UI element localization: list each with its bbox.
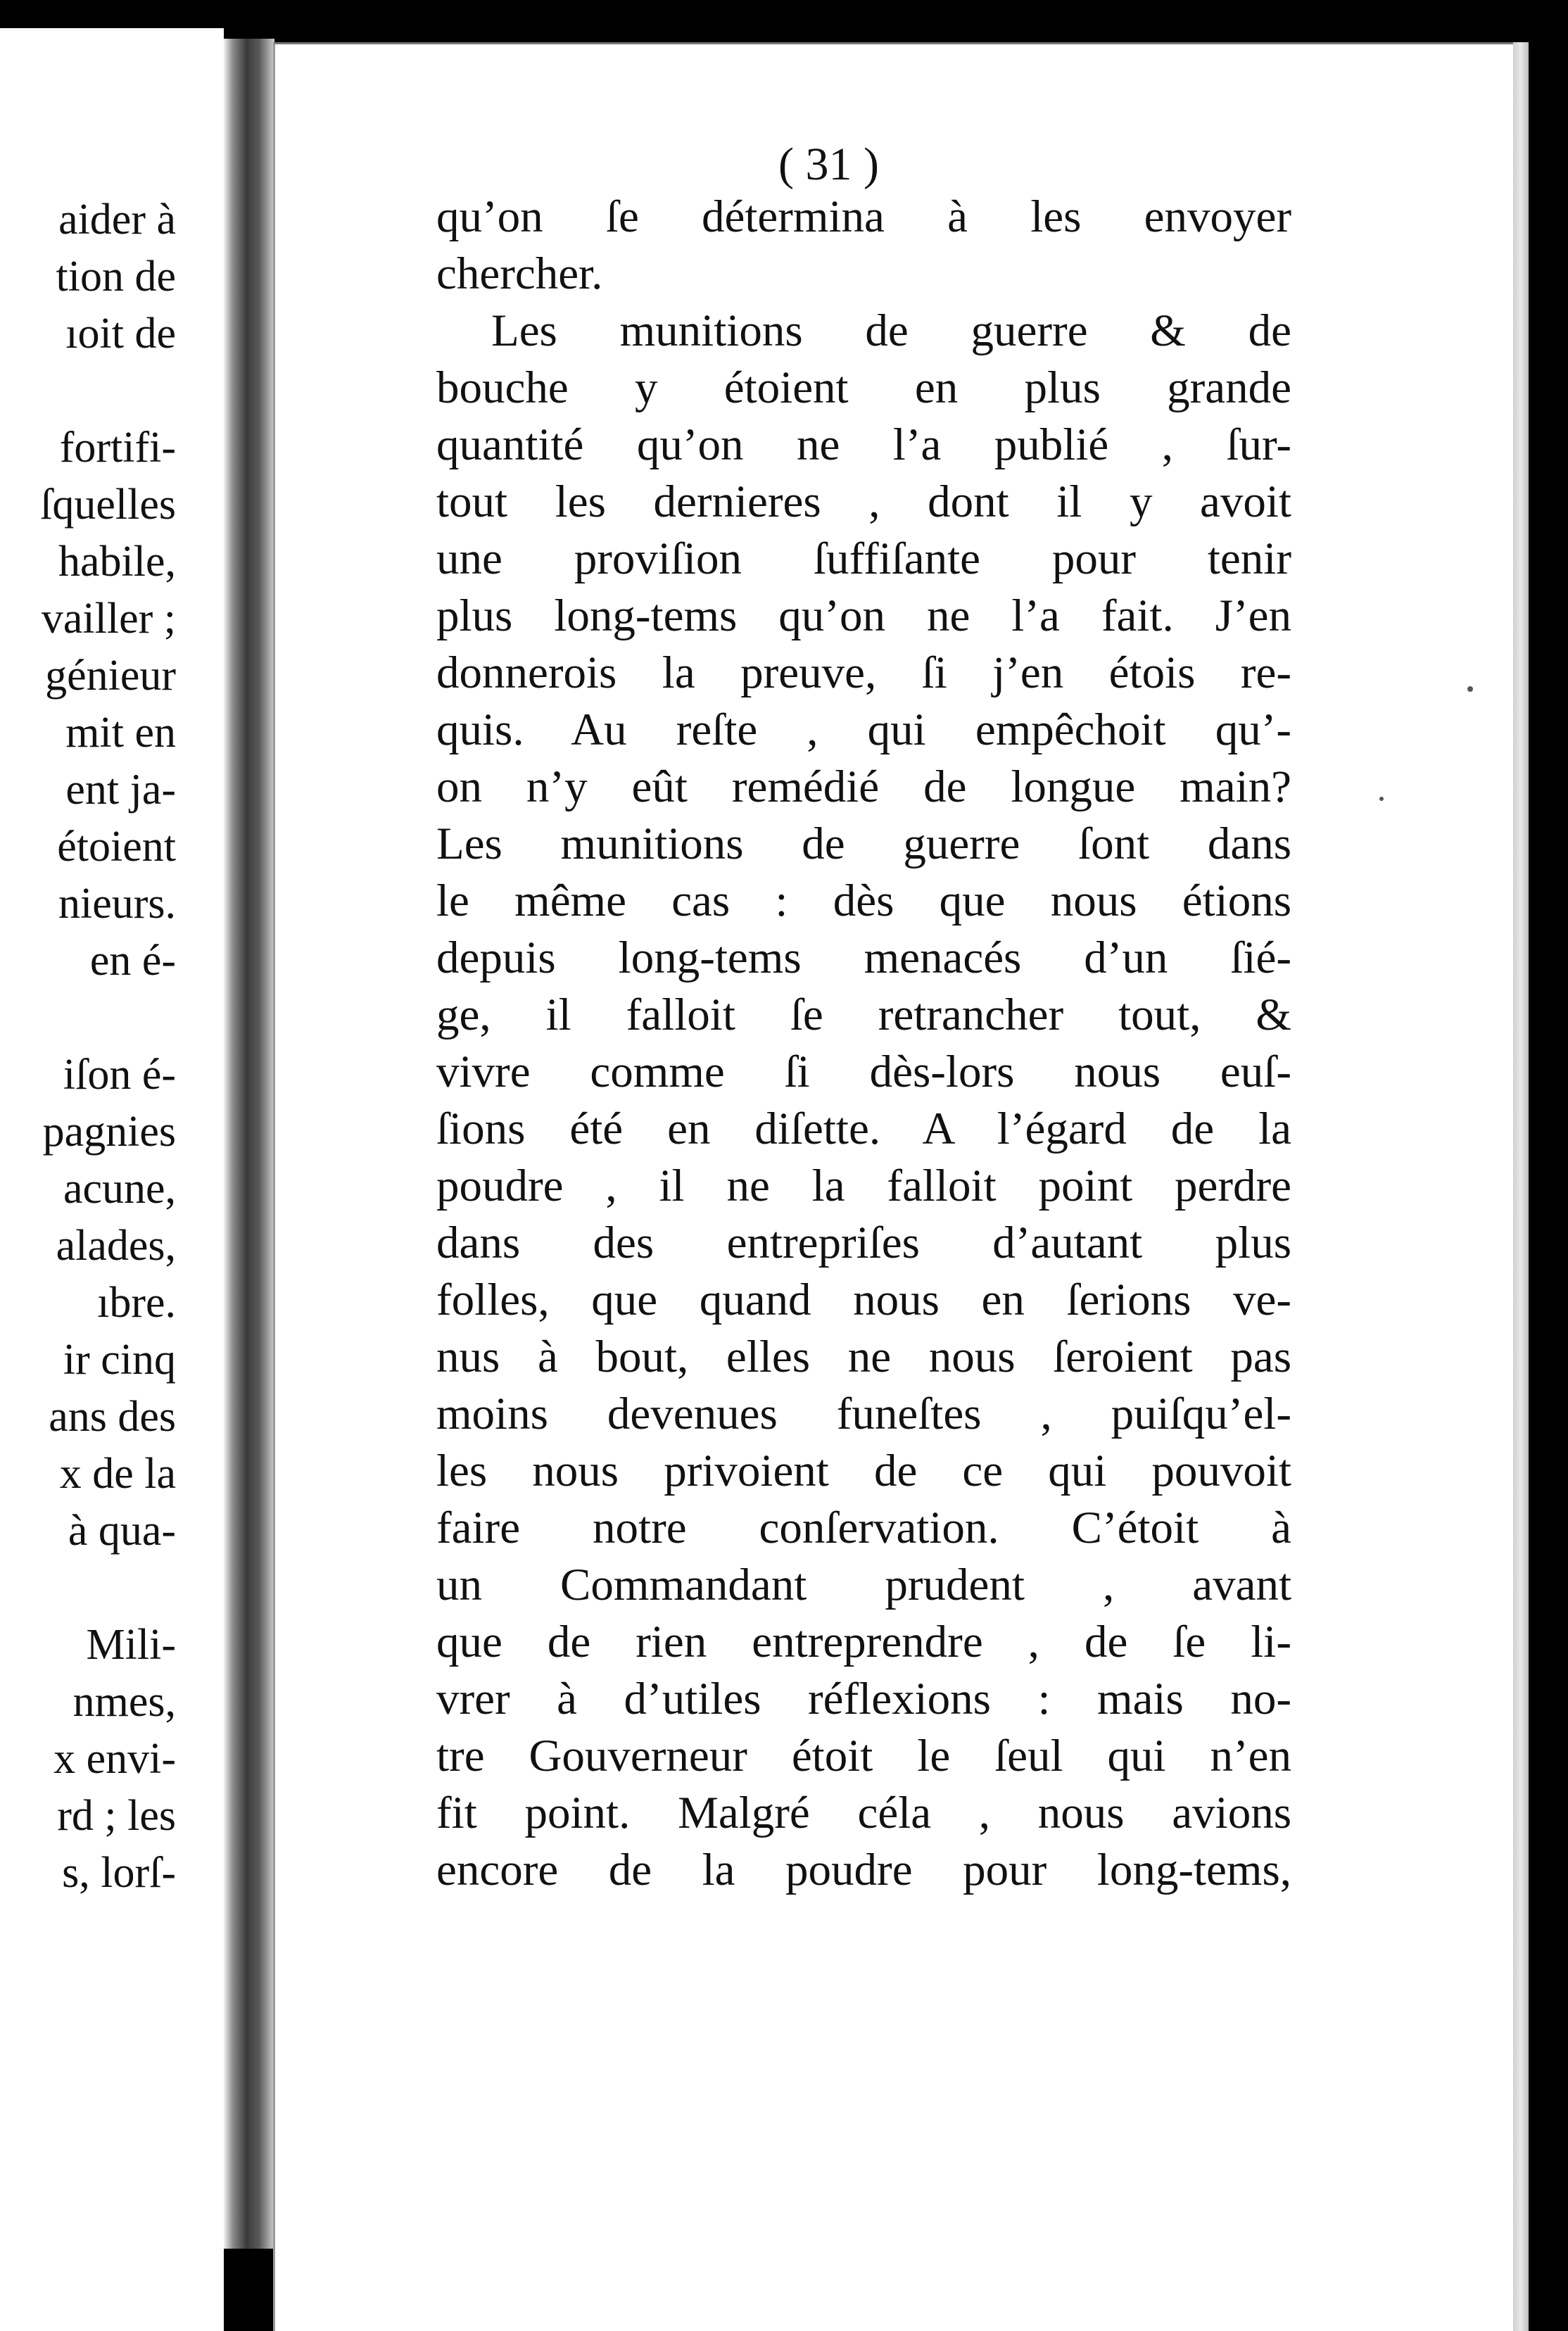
paper-speck	[1467, 686, 1473, 692]
left-page-line	[40, 1560, 176, 1617]
text-line: folles, que quand nous en ſerions ve-	[436, 1275, 1291, 1325]
left-page-line: Mili-	[86, 1621, 176, 1669]
left-page-line: nmes,	[72, 1678, 176, 1726]
text-line: plus long-tems qu’on ne l’a fait. J’en	[436, 590, 1291, 641]
text-line: qu’on ſe détermina à les envoyer	[436, 191, 1291, 242]
text-line: donnerois la preuve, ſi j’en étois re-	[436, 648, 1291, 698]
left-page-line: nieurs.	[58, 880, 176, 928]
left-page-line: vailler ;	[41, 595, 176, 643]
text-line: ſions été en diſette. A l’égard de la	[436, 1104, 1291, 1154]
left-page-line: en é-	[89, 937, 176, 985]
left-page-line: mit en	[65, 709, 176, 757]
left-facing-page	[0, 28, 224, 2331]
text-line: ge, il falloit ſe retrancher tout, &	[436, 990, 1291, 1040]
binding-gutter-shadow	[224, 39, 274, 2249]
left-page-line: génieur	[45, 652, 176, 700]
left-page-line	[40, 362, 176, 419]
text-line: nus à bout, elles ne nous ſeroient pas	[436, 1332, 1291, 1382]
left-page-line: ent ja-	[65, 766, 176, 814]
left-page-text	[40, 191, 176, 1902]
text-line: fit point. Malgré céla , nous avions	[436, 1788, 1291, 1838]
left-page-line: ir cinq	[63, 1336, 176, 1384]
text-line: depuis long-tems menacés d’un ſié-	[436, 933, 1291, 983]
scanner-background-top	[0, 0, 1568, 28]
page-number: ( 31 )	[778, 139, 879, 190]
text-line: vivre comme ſi dès-lors nous euſ-	[436, 1047, 1291, 1097]
text-line: une proviſion ſuffiſante pour tenir	[436, 533, 1291, 584]
left-page-line: s, lorſ-	[62, 1849, 176, 1897]
left-page-line: ſquelles	[40, 481, 176, 529]
left-page-line: ıoit de	[65, 310, 176, 358]
main-text-block	[436, 189, 1291, 1899]
text-line: quantité qu’on ne l’a publié , ſur-	[436, 419, 1291, 470]
text-line: on n’y eût remédié de longue main?	[436, 762, 1291, 812]
text-line: vrer à d’utiles réflexions : mais no-	[436, 1674, 1291, 1724]
text-line: tout les dernieres , dont il y avoit	[436, 476, 1291, 527]
left-page-line: ıbre.	[97, 1279, 176, 1327]
left-page-line: x de la	[59, 1450, 176, 1498]
left-page-line: étoient	[57, 823, 176, 871]
text-line: Les munitions de guerre & de	[491, 305, 1291, 356]
text-line: tre Gouverneur étoit le ſeul qui n’en	[436, 1731, 1291, 1781]
text-line: moins devenues funeſtes , puiſqu’el-	[436, 1389, 1291, 1439]
text-line: un Commandant prudent , avant	[436, 1560, 1291, 1610]
text-line: bouche y étoient en plus grande	[436, 362, 1291, 413]
left-page-line: iſon é-	[63, 1051, 176, 1099]
text-line: encore de la poudre pour long-tems,	[436, 1845, 1291, 1895]
left-page-line: acune,	[63, 1165, 176, 1213]
left-page-line: x envi-	[53, 1735, 176, 1783]
left-page-line: pagnies	[42, 1108, 176, 1156]
left-page-line: ans des	[49, 1393, 176, 1441]
scanner-background-right	[1529, 0, 1568, 2331]
text-line: les nous privoient de ce qui pouvoit	[436, 1446, 1291, 1496]
left-page-line	[40, 990, 176, 1047]
paper-speck	[1379, 797, 1384, 801]
left-page-line: alades,	[56, 1222, 176, 1270]
left-page-line: à qua-	[68, 1507, 176, 1555]
text-line: faire notre conſervation. C’étoit à	[436, 1503, 1291, 1553]
left-page-line: fortifi-	[59, 424, 176, 472]
text-line: que de rien entreprendre , de ſe li-	[436, 1617, 1291, 1667]
text-line: le même cas : dès que nous étions	[436, 876, 1291, 926]
text-line: dans des entrepriſes d’autant plus	[436, 1218, 1291, 1268]
text-line: Les munitions de guerre ſont dans	[436, 819, 1291, 869]
text-line: poudre , il ne la falloit point perdre	[436, 1161, 1291, 1211]
text-line: chercher.	[436, 248, 603, 299]
left-page-line: habile,	[58, 538, 176, 586]
text-line: quis. Au reſte , qui empêchoit qu’-	[436, 705, 1291, 755]
left-page-line: rd ; les	[57, 1792, 176, 1840]
left-page-line: tion de	[56, 253, 176, 301]
left-page-line: aider à	[58, 196, 176, 244]
page-edge	[1513, 42, 1529, 2331]
